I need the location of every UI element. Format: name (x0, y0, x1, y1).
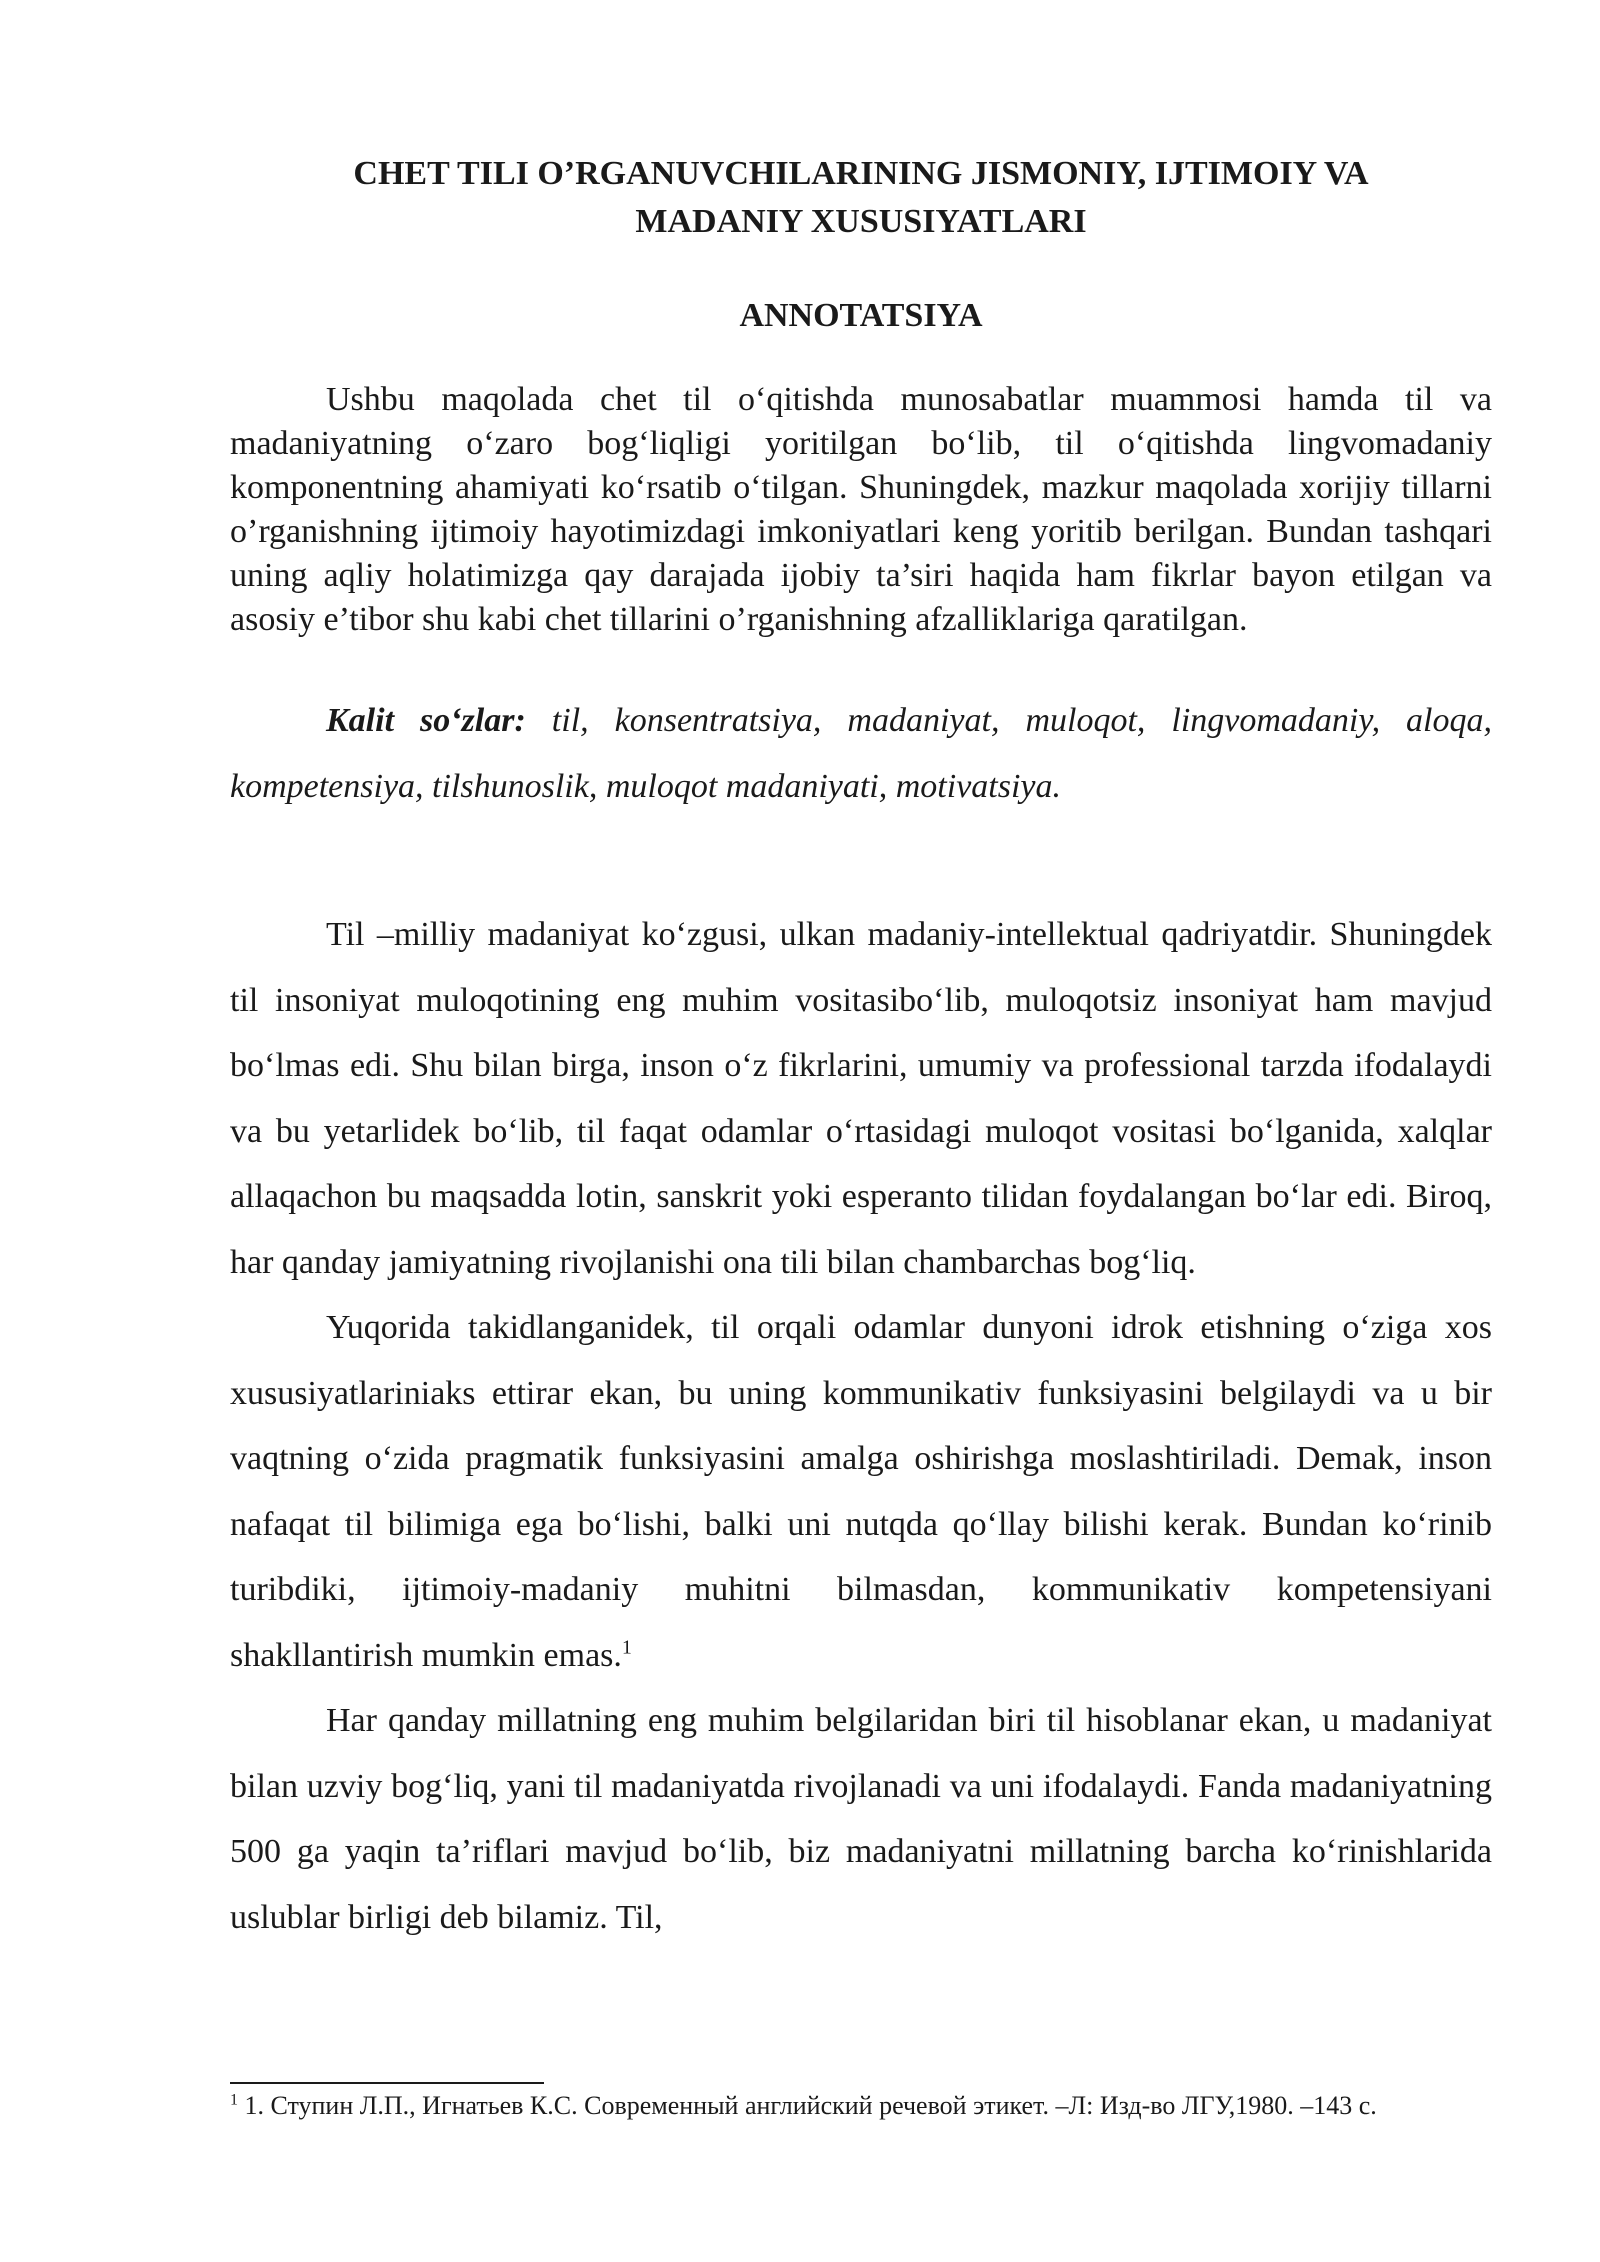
body-paragraph-2 (230, 1295, 1492, 1688)
keywords-list: til, konsentratsiya, madaniyat, muloqot, lingvomadaniy, aloqa, kompetensiya, tilshunoslik, muloqot madaniyati, motivatsiya. (230, 702, 1493, 805)
title-line-1: CHET TILI O’RGANUVCHILARINING JISMONIY, IJTIMOIY VA (353, 155, 1369, 192)
footnote (230, 2088, 1492, 2124)
title-line-2: MADANIY XUSUSIYATLARI (635, 203, 1087, 240)
document-page (230, 150, 1492, 1950)
footnote-divider (230, 2082, 544, 2084)
annotation-heading: ANNOTATSIYA (739, 297, 983, 334)
keywords-label: Kalit so‘zlar: (326, 702, 526, 739)
body-paragraph-1: Til –milliy madaniyat ko‘zgusi, ulkan madaniy-intellektual qadriyatdir. Shuningdek til insoniyat muloqotining eng muhim vositasibo‘lib, muloqotsiz insoniyat ham mavjud bo‘lmas edi. Shu bilan birga, inson o‘z fikrlarini, umumiy va professional tarzda ifodalaydi va bu yetarlidek bo‘lib, til faqat odamlar o‘rtasidagi muloqot vositasi bo‘lganida, xalqlar allaqachon bu maqsadda lotin, sanskrit yoki esperanto tilidan foydalangan bo‘lar edi. Biroq, har qanday jamiyatning rivojlanishi ona tili bilan chambarchas bog‘liq. (230, 916, 1492, 1281)
footnote-text: 1. Ступин Л.П., Игнатьев К.С. Современный английский речевой этикет. –Л: Изд-во ЛГУ,1980. –143 с. (244, 2091, 1377, 2120)
footnote-reference[interactable]: 1 (621, 1636, 632, 1659)
body-paragraph-2-text: Yuqorida takidlanganidek, til orqali odamlar dunyoni idrok etishning o‘ziga xos xususiyatlariniaks ettirar ekan, bu uning kommunikativ funksiyasini belgilaydi va u bir vaqtning o‘zida pragmatik funksiyasini amalga oshirishga moslashtiriladi. Demak, inson nafaqat til bilimiga ega bo‘lishi, balki uni nutqda qo‘llay bilishi kerak. Bundan ko‘rinib turibdiki, ijtimoiy-madaniy muhitni bilmasdan, kommunikativ kompetensiyani shakllantirish mumkin emas. (230, 1309, 1492, 1674)
body-paragraph-3: Har qanday millatning eng muhim belgilaridan biri til hisoblanar ekan, u madaniyat bilan uzviy bog‘liq, yani til madaniyatda rivojlanadi va uni ifodalaydi. Fanda madaniyatning 500 ga yaqin ta’riflari mavjud bo‘lib, biz madaniyatni millatning barcha ko‘rinishlarida uslublar birligi deb bilamiz. Til, (230, 1702, 1492, 1936)
keywords-paragraph (230, 688, 1492, 820)
document-title (230, 150, 1492, 246)
annotation-paragraph: Ushbu maqolada chet til o‘qitishda munosabatlar muammosi hamda til va madaniyatning o‘zaro bog‘liqligi yoritilgan bo‘lib, til o‘qitishda lingvomadaniy komponentning ahamiyati ko‘rsatib o‘tilgan. Shuningdek, mazkur maqolada xorijiy tillarni o’rganishning ijtimoiy hayotimizdagi imkoniyatlari keng yoritib berilgan. Bundan tashqari uning aqliy holatimizga qay darajada ijobiy ta’siri haqida ham fikrlar bayon etilgan va asosiy e’tibor shu kabi chet tillarini o’rganishning afzalliklariga qaratilgan. (230, 381, 1492, 638)
footnote-mark: 1 (230, 2091, 238, 2109)
